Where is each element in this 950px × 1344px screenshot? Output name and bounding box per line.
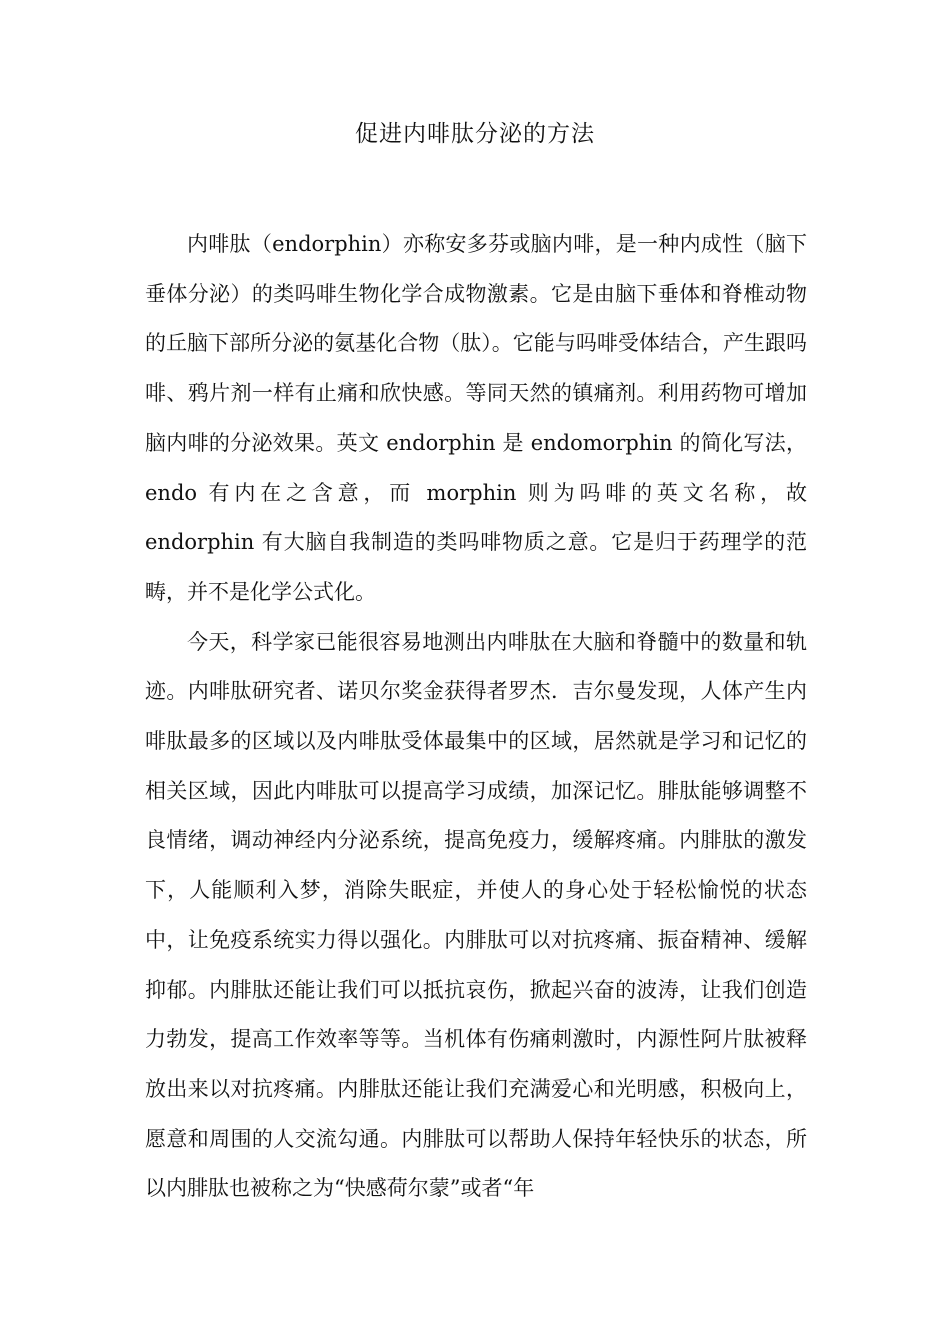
document-body [145, 220, 807, 1214]
paragraph-endorphin-definition: 内啡肽（endorphin）亦称安多芬或脑内啡，是一种内成性（脑下垂体分泌）的类吗啡生物化学合成物激素。它是由脑下垂体和脊椎动物的丘脑下部所分泌的氨基化合物（肽）。它能与吗啡受体结合，产生跟吗啡、鸦片剂一样有止痛和欣快感。等同天然的镇痛剂。利用药物可增加脑内啡的分泌效果。英文 endorphin 是 endomorphin 的简化写法，endo 有内在之含意，而 morphin 则为吗啡的英文名称，故 endorphin 有大脑自我制造的类吗啡物质之意。它是归于药理学的范畴，并不是化学公式化。 [145, 232, 807, 604]
page-title: 促进内啡肽分泌的方法 [355, 121, 595, 147]
paragraph-endorphin-effects: 今天，科学家已能很容易地测出内啡肽在大脑和脊髓中的数量和轨迹。内啡肽研究者、诺贝尔奖金获得者罗杰．吉尔曼发现，人体产生内啡肽最多的区域以及内啡肽受体最集中的区域，居然就是学习和记忆的相关区域，因此内啡肽可以提高学习成绩，加深记忆。腓肽能够调整不良情绪，调动神经内分泌系统，提高免疫力，缓解疼痛。内腓肽的激发下，人能顺利入梦，消除失眠症，并使人的身心处于轻松愉悦的状态中，让免疫系统实力得以强化。内腓肽可以对抗疼痛、振奋精神、缓解抑郁。内腓肽还能让我们可以抵抗哀伤，掀起兴奋的波涛，让我们创造力勃发，提高工作效率等等。当机体有伤痛刺激时，内源性阿片肽被释放出来以对抗疼痛。内腓肽还能让我们充满爱心和光明感，积极向上，愿意和周围的人交流勾通。内腓肽可以帮助人保持年轻快乐的状态，所以内腓肽也被称之为“快感荷尔蒙”或者“年 [145, 629, 807, 1201]
